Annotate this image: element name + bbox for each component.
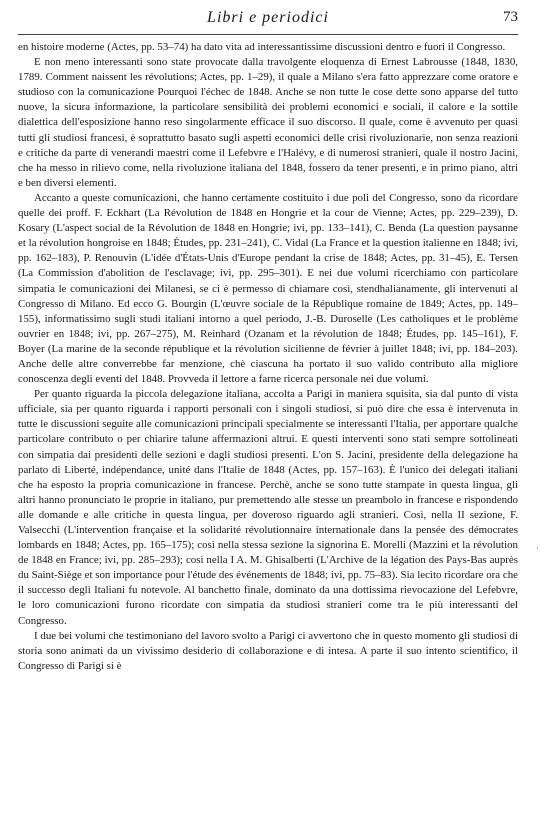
paragraph-communications: Accanto a queste comunicazioni, che hanno certamente costituito i due poli del Congresso, sono da ricordare quelle dei proff. F. Eckhart (La Révolution de 1848 en Hongrie et la cour de Vienne; Actes, pp. 229–239), D. Kosary (L'aspect social de la Révolution de 1848 en Hongrie; ivi, pp. 133–141), C. Benda (La question paysanne et la révolution hongroise en 1848; Études, pp. 231–241), C. Vidal (La France et la question italienne en 1848; ivi, pp. 162–183), P. Renouvin (L'idée d'États-Unis d'Europe pendant la crise de 1848; Actes, pp. 31–45), E. Tersen (La Commission d'abolition de l'esclavage; ivi, pp. 295–301). E nei due volumi ricerchiamo con particolare simpatia le comunicazioni dei Milanesi, se ci è permesso di chiamare così, stendhalianamente, gli intervenuti al Congresso di Milano. Ed ecco G. Bourgin (L'œuvre sociale de la République romaine de 1849; Actes, pp. 149–155), informatissimo sugli studi italiani intorno a quel periodo, J.-B. Duroselle (Les catholiques et le problème ouvrier en 1848; ivi, pp. 267–275), M. Reinhard (Ozanam et la révolution de 1848; Études, pp. 145–161), F. Boyer (La marine de la seconde république et la révolution sicilienne de février à juillet 1848; ivi, pp. 184–203). Anche delle altre converrebbe far menzione, chè ciascuna ha portato il suo valido contributo alla migliore conoscenza degli eventi del 1848. Provveda il lettore a farne ricerca personale nei due volumi.	[18, 191, 518, 386]
running-title: Libri e periodici	[207, 9, 329, 26]
paragraph-continuation: en histoire moderne (Actes, pp. 53–74) ha dato vita ad interessantissime discussioni dentro e fuori il Congresso.	[18, 41, 506, 53]
paragraph-conclusion: I due bei volumi che testimoniano del lavoro svolto a Parigi ci avvertono che in questo momento gli studiosi di storia sono animati da un vivissimo desiderio di collaborazione e di intesa. A parte il suo intento scientifico, il Congresso di Parigi si è	[18, 629, 518, 672]
margin-mark: ·	[536, 543, 539, 553]
paragraph-italian-delegation: Per quanto riguarda la piccola delegazione italiana, accolta a Parigi in maniera squisita, sia dal punto di vista ufficiale, sia per quanto riguarda i rapporti personali con i singoli studiosi, si può dire che essa è intervenuta in tutte le discussioni seguite alle comunicazioni principali specialmente se interessanti l'Italia, per apportare qualche particolare contributo o per chiarire talune affermazioni altrui. E questi interventi sono stati sempre sottolineati con simpatia dai presidenti delle sezioni e dagli studiosi presenti. L'on S. Jacini, presidente della delegazione ha parlato di Liberté, indépendance, unité dans l'Italie de 1848 (Actes, pp. 157–163). È l'unico dei delegati italiani che ha esposto la propria comunicazione in francese. Perchè, anche se sono tutte stampate in questa lingua, gli altri hanno pronunciato le proprie in italiano, pur premettendo alle stesse un preambolo in francese e rispondendo alle domande e alle critiche in questa lingua, per doveroso riguardo agli stranieri. Così, nella II sezione, F. Valsecchi (L'intervention française et la solidarité révolutionnaire internationale dans la pensée des démocrates lombards en 1848; Actes, pp. 165–175); così nella stessa sezione la signorina E. Morelli (Mazzini et la révolution de 1848 en France; ivi, pp. 285–293); così nella I A. M. Ghisalberti (L'Archive de la légation des Pays-Bas auprès du Saint-Siège et son importance pour l'étude des événements de 1848; ivi, pp. 75–83). Sia lecito ricordare ora che il successo degli Italiani fu notevole. Al banchetto finale, dominato da una dottissima rievocazione del Lefebvre, le loro comunicazioni furono ricordate con simpatia da studiosi stranieri come tra le più interessanti del Congresso.	[18, 388, 518, 627]
article-body	[18, 40, 518, 674]
page-number: 73	[503, 9, 518, 25]
paragraph-labrousse: E non meno interessanti sono state provocate dalla travolgente eloquenza di Ernest Labrousse (1848, 1830, 1789. Comment naissent les révolutions; Actes, pp. 1–29), il quale a Milano s'era fatto apprezzare come oratore e studioso con la comunicazione Pourquoi l'échec de 1848. Anche se non tutte le cose dette sono apparse del tutto nuove, la sicura informazione, la particolare sensibilità dei problemi economici e sociali, il calore e la sottile dialettica dell'esposizione hanno reso singolarmente efficace il suo discorso. Il quale, come è avvenuto per quasi tutti gli studiosi francesi, è soprattutto basato sugli aspetti economici delle crisi rivoluzionarie, non senza reazioni e critiche da parte di venerandi maestri come il Lefebvre e l'Halévy, e di numerosi stranieri, quale il nostro Jacini, che ha messo in rilievo come, nella rivoluzione italiana del 1848, fossero da tener presenti, e in primo piano, altri e ben diversi elementi.	[18, 56, 518, 189]
book-page	[18, 6, 518, 674]
page-header	[18, 6, 518, 35]
